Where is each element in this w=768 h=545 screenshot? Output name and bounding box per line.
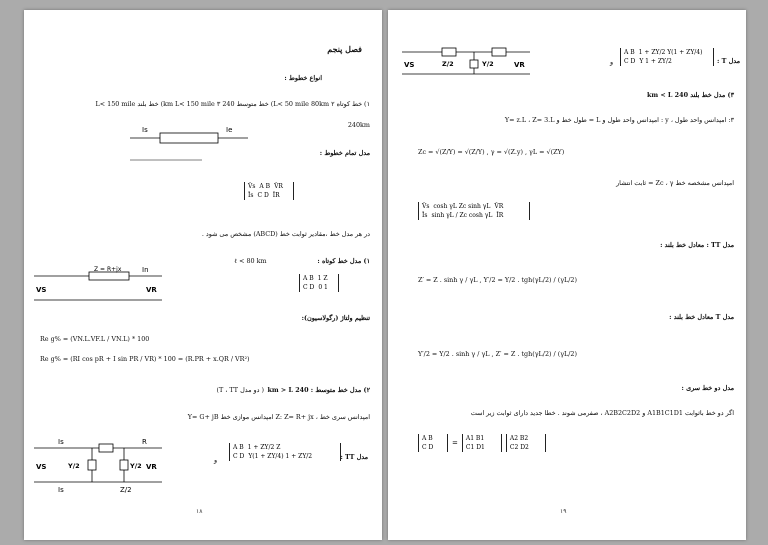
y-half-label-1: Y/2 xyxy=(68,462,80,470)
vs-label: VS xyxy=(404,61,415,69)
and-label: و xyxy=(610,58,614,66)
t-equivalent-heading: مدل T معادل خط بلند : xyxy=(669,313,734,321)
vs-label: VS xyxy=(36,463,47,471)
series-text: اگر دو خط باثوابت A1B1C1D1 و A2B2C2D2 ، صفرمی شوند . خطا جدید دارای ثوابت زیر است xyxy=(470,409,734,417)
long-line-heading: ۳) مدل خط بلند 240 km < L xyxy=(646,91,734,99)
document-page-right xyxy=(388,10,746,540)
medium-line-heading: ۲) مدل خط متوسط : 240 km > L xyxy=(267,386,370,394)
zc-note: امپدانس مشخصه خط Zc ، γ = ثابت انتشار xyxy=(616,179,734,187)
full-model-heading: مدل تمام خطوط : xyxy=(319,149,370,157)
line-block-diagram xyxy=(130,124,250,152)
regulation-formula-1: Re g% = (VN.L.VF.L / VN.L) * 100 xyxy=(40,335,150,343)
short-line-condition: ℓ < 80 km xyxy=(234,257,267,265)
chapter-title: فصل پنجم xyxy=(327,44,362,54)
t-model-circuit xyxy=(402,46,532,78)
is-label: Is xyxy=(142,126,148,134)
series-matrix-m1: A1 B1 C1 D1 xyxy=(462,434,502,452)
line-types-text: ۱) خط کوتاه L< 50 mile 80km ۲) خط متوسط 240 km L< 150 mile ۳) خط بلند L< 150 mile xyxy=(95,100,370,108)
page-number: ۱۸ xyxy=(196,508,203,515)
document-page-left xyxy=(24,10,382,540)
pi-model-circuit xyxy=(34,438,164,494)
matrix-tt-model: A B 1 + ZY/2 Z C D Y(1 + ZY/4) 1 + ZY/2 xyxy=(229,443,341,461)
vr-label: VR xyxy=(146,286,157,294)
zc-formula: Zc = √(Z/Y) = √(Z/Y) , γ = √(Z.y) , γL = √(ZY) xyxy=(418,148,565,156)
vr-label: VR xyxy=(514,61,525,69)
and-label: و xyxy=(214,456,218,464)
in-label: In xyxy=(142,266,149,274)
regulation-heading: تنظیم ولتاژ (رگولاسیون): xyxy=(301,314,370,322)
ie-label: Ie xyxy=(226,126,233,134)
tt-equivalent-formula: Z′ = Z . sinh γ / γL , Y′/2 = Y/2 . tgh(γL/2) / (γL/2) xyxy=(418,276,577,284)
vs-label: VS xyxy=(36,286,47,294)
series-matrix: A B C D = A1 B1 C1 D1 A2 B2 C2 D2 xyxy=(418,434,546,452)
is-bottom-label: Is xyxy=(58,486,64,494)
regulation-formula-2: Re g% = (RI cos pR + I sin PR / VR) * 100 = (R.PR + x.QR / VR²) xyxy=(40,355,250,363)
line-types-heading: انواع خطوط : xyxy=(284,74,322,82)
line-types-cont: 240km xyxy=(347,121,370,129)
y-half-label-2: Y/2 xyxy=(130,462,142,470)
vr-label: VR xyxy=(146,463,157,471)
page-number: ۱۹ xyxy=(560,508,567,515)
matrix-t-model: A B 1 + ZY/2 Y(1 + ZY/4) C D Y 1 + ZY/2 xyxy=(620,48,714,66)
z-label: Z = R+jx xyxy=(94,266,122,273)
y-half-label: Y/2 xyxy=(482,60,494,68)
r-label: R xyxy=(142,438,147,446)
t-equivalent-formula: Y′/2 = Y/2 . sinh γ / γL , Z′ = Z . tgh(γL/2) / (γL/2) xyxy=(418,350,577,358)
medium-line-text: امپدانس سری خط ، Z: Z= R+ jx امپدانس موازی خط Y= G+ jB xyxy=(187,413,370,421)
matrix-short-line: A B 1 Z C D 0 1 xyxy=(299,274,339,292)
medium-line-models: ( دو مدل T ، TT) xyxy=(216,386,264,394)
short-line-circuit xyxy=(34,268,164,306)
series-matrix-lhs: A B C D xyxy=(418,434,448,452)
is-label: Is xyxy=(58,438,64,446)
z-half-label-1: Z/2 xyxy=(442,60,454,68)
matrix-long-line: V̂s cosh γL Zc sinh γL V̂R Îs sinh γL / Zc cosh γL ÎR xyxy=(418,202,530,220)
z-half-label: Z/2 xyxy=(120,486,132,494)
series-matrix-m2: A2 B2 C2 D2 xyxy=(506,434,546,452)
definitions-line: ۳: امپدانس واحد طول ، y : امپدانس واحد طول و L = طول خط و Y= z.L ، Z= 3.L xyxy=(504,116,734,124)
matrix-full-model: V̂s A B V̂R Îs C D ÎR xyxy=(244,182,294,200)
short-line-heading: ۱) مدل خط کوتاه : xyxy=(317,257,370,265)
tt-equivalent-heading: مدل TT : معادل خط بلند : xyxy=(660,241,734,249)
tt-model-label: مدل TT : xyxy=(340,453,368,461)
abcd-note: در هر مدل خط ،مقادیر ثوابت خط (ABCD) مشخص می شود . xyxy=(201,230,370,238)
t-model-label: مدل T : xyxy=(716,57,740,65)
series-heading: مدل دو خط سری : xyxy=(681,384,734,392)
